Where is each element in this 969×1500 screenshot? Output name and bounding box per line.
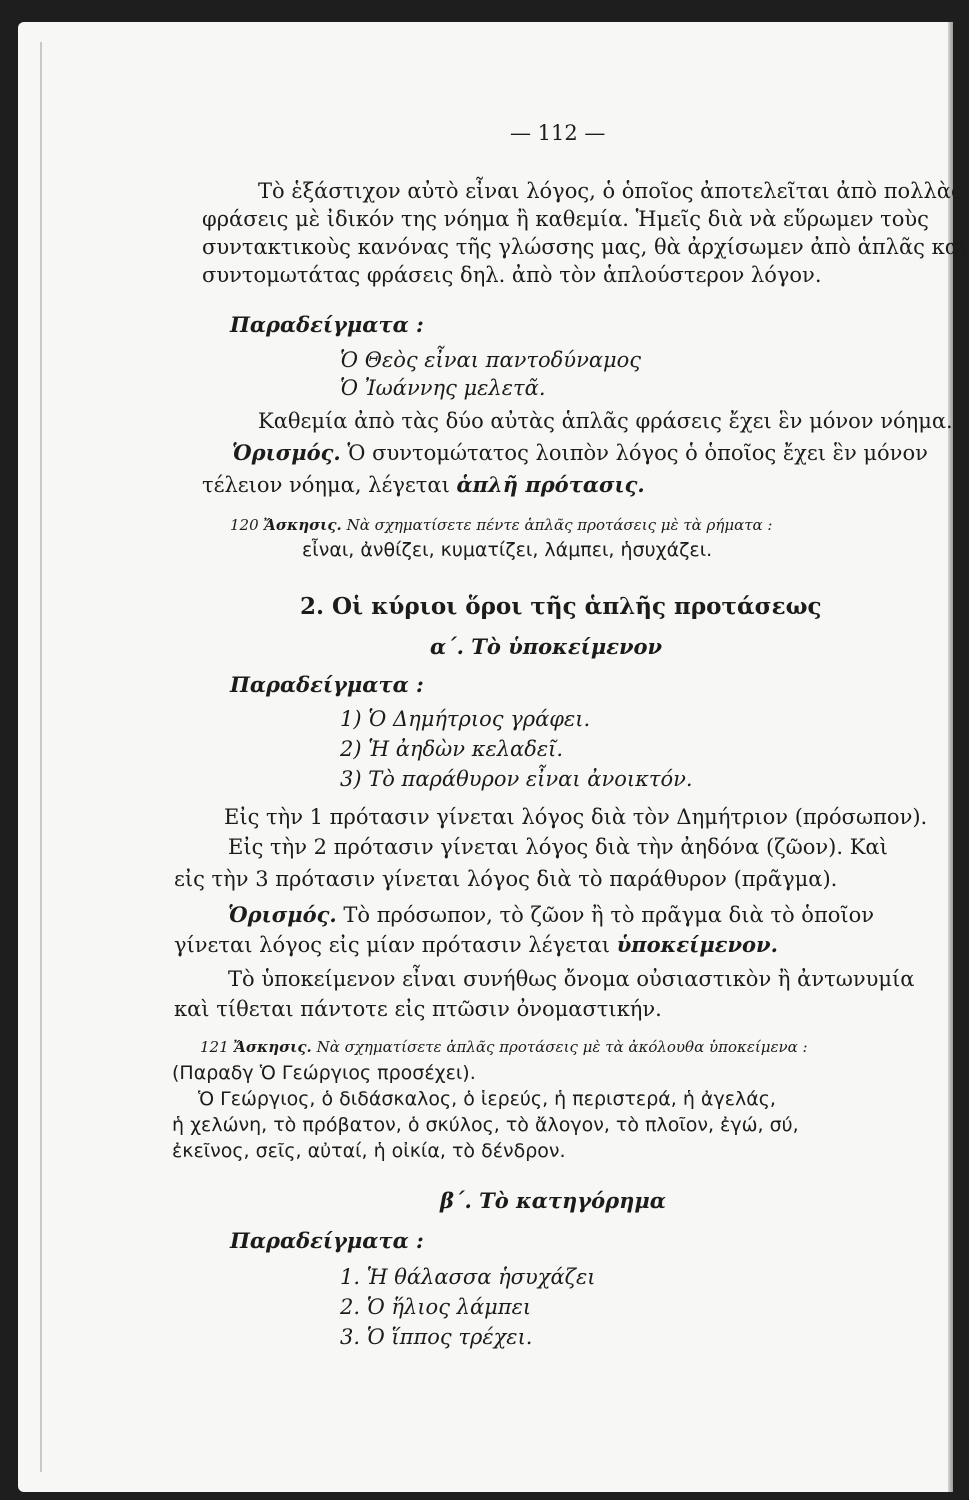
- definition-2-text: Τὸ πρόσωπον, τὸ ζῶον ἢ τὸ πρᾶγμα διὰ τὸ ὁποῖον: [336, 903, 875, 927]
- definition-2-key: ὑποκείμενον.: [616, 932, 778, 957]
- exercise-121-line-2: Ὁ Γεώργιος, ὁ διδάσκαλος, ὁ ἱερεύς, ἡ περιστερά, ἡ ἀγελάς,: [198, 1088, 776, 1110]
- example-1-1: Ὁ Θεὸς εἶναι παντοδύναμος: [340, 348, 642, 372]
- example-3-2: 2. Ὁ ἥλιος λάμπει: [340, 1295, 532, 1319]
- definition-1: [232, 440, 928, 466]
- examples-label-1: Παραδείγματα :: [230, 312, 424, 337]
- paragraph-3-line-2: καὶ τίθεται πάντοτε εἰς πτῶσιν ὀνομαστικήν.: [174, 997, 662, 1021]
- exercise-121-instruction: Νὰ σχηματίσετε ἁπλᾶς προτάσεις μὲ τὰ ἀκόλουθα ὑποκείμενα :: [316, 1038, 808, 1056]
- page-number: — 112 —: [510, 121, 606, 145]
- exercise-121-heading: [200, 1034, 808, 1060]
- exercise-121-line-4: ἐκεῖνος, σεῖς, αὐταί, ἡ οἰκία, τὸ δένδρον.: [172, 1140, 566, 1162]
- example-1-2: Ὁ Ἰωάννης μελετᾶ.: [340, 376, 546, 400]
- paragraph-2-line-2: Εἰς τὴν 2 πρότασιν γίνεται λόγος διὰ τὴν ἀηδόνα (ζῶον). Καὶ: [228, 835, 888, 859]
- definition-1-text: Ὁ συντομώτατος λοιπὸν λόγος ὁ ὁποῖος ἔχει ἓν μόνον: [340, 441, 928, 465]
- definition-1-line2-text: τέλειον νόημα, λέγεται: [202, 473, 457, 497]
- exercise-121-num: 121: [200, 1038, 229, 1056]
- example-2-3: 3) Τὸ παράθυρον εἶναι ἀνοικτόν.: [340, 767, 693, 791]
- intro-line-4: συντομωτάτας φράσεις δηλ. ἀπὸ τὸν ἁπλούστερον λόγον.: [202, 263, 822, 287]
- subsection-b: β΄. Τὸ κατηγόρημα: [440, 1188, 666, 1213]
- subsection-a: α΄. Τὸ ὑποκείμενον: [430, 634, 663, 659]
- definition-2: [228, 902, 874, 928]
- exercise-120-num: 120: [230, 516, 259, 534]
- paragraph-3-line-1: Τὸ ὑποκείμενον εἶναι συνήθως ὄνομα οὐσιαστικὸν ἢ ἀντωνυμία: [228, 967, 915, 991]
- intro-line-3: συντακτικοὺς κανόνας τῆς γλώσσης μας, θὰ ἀρχίσωμεν ἀπὸ ἁπλᾶς καὶ: [202, 235, 968, 259]
- exercise-120-label: Ἄσκησις.: [263, 516, 342, 534]
- book-page: [18, 22, 968, 1492]
- example-3-3: 3. Ὁ ἵππος τρέχει.: [340, 1325, 533, 1349]
- paragraph-2-line-3: εἰς τὴν 3 πρότασιν γίνεται λόγος διὰ τὸ παράθυρον (πρᾶγμα).: [174, 867, 838, 891]
- exercise-121-line-1: (Παραδγ Ὁ Γεώργιος προσέχει).: [172, 1062, 476, 1084]
- exercise-120-words: εἶναι, ἀνθίζει, κυματίζει, λάμπει, ἡσυχάζει.: [302, 539, 713, 561]
- section-title: 2. Οἱ κύριοι ὅροι τῆς ἁπλῆς προτάσεως: [300, 593, 822, 620]
- definition-2-term: Ὁρισμός.: [228, 902, 337, 927]
- exercise-120-instruction: Νὰ σχηματίσετε πέντε ἁπλᾶς προτάσεις μὲ τὰ ρήματα :: [346, 516, 773, 534]
- page-fold-line: [40, 42, 42, 1472]
- definition-1-line-2: [202, 472, 645, 498]
- example-2-2: 2) Ἡ ἀηδὼν κελαδεῖ.: [340, 737, 564, 761]
- example-2-1: 1) Ὁ Δημήτριος γράφει.: [340, 707, 591, 731]
- examples-label-2: Παραδείγματα :: [230, 672, 424, 697]
- definition-2-line-2: [174, 932, 778, 958]
- intro-line-2: φράσεις μὲ ἰδικόν της νόημα ἢ καθεμία. Ἡμεῖς διὰ νὰ εὕρωμεν τοὺς: [202, 207, 929, 231]
- paragraph-1: Καθεμία ἀπὸ τὰς δύο αὐτὰς ἁπλᾶς φράσεις ἔχει ἓν μόνον νόημα.: [258, 409, 953, 433]
- definition-1-term: Ὁρισμός.: [232, 440, 341, 465]
- definition-1-key: ἁπλῆ πρότασις.: [456, 472, 645, 497]
- exercise-120-heading: [230, 512, 772, 538]
- examples-label-3: Παραδείγματα :: [230, 1228, 424, 1253]
- example-3-1: 1. Ἡ θάλασσα ἡσυχάζει: [340, 1265, 596, 1289]
- paragraph-2-line-1: Εἰς τὴν 1 πρότασιν γίνεται λόγος διὰ τὸν Δημήτριον (πρόσωπον).: [224, 805, 928, 829]
- definition-2-line2-text: γίνεται λόγος εἰς μίαν πρότασιν λέγεται: [174, 933, 617, 957]
- intro-line-1: Τὸ ἑξάστιχον αὐτὸ εἶναι λόγος, ὁ ὁποῖος ἀποτελεῖται ἀπὸ πολλὰς: [258, 179, 963, 203]
- exercise-121-line-3: ἡ χελώνη, τὸ πρόβατον, ὁ σκύλος, τὸ ἄλογον, τὸ πλοῖον, ἐγώ, σύ,: [172, 1114, 799, 1136]
- exercise-121-label: Ἄσκησις.: [233, 1038, 312, 1056]
